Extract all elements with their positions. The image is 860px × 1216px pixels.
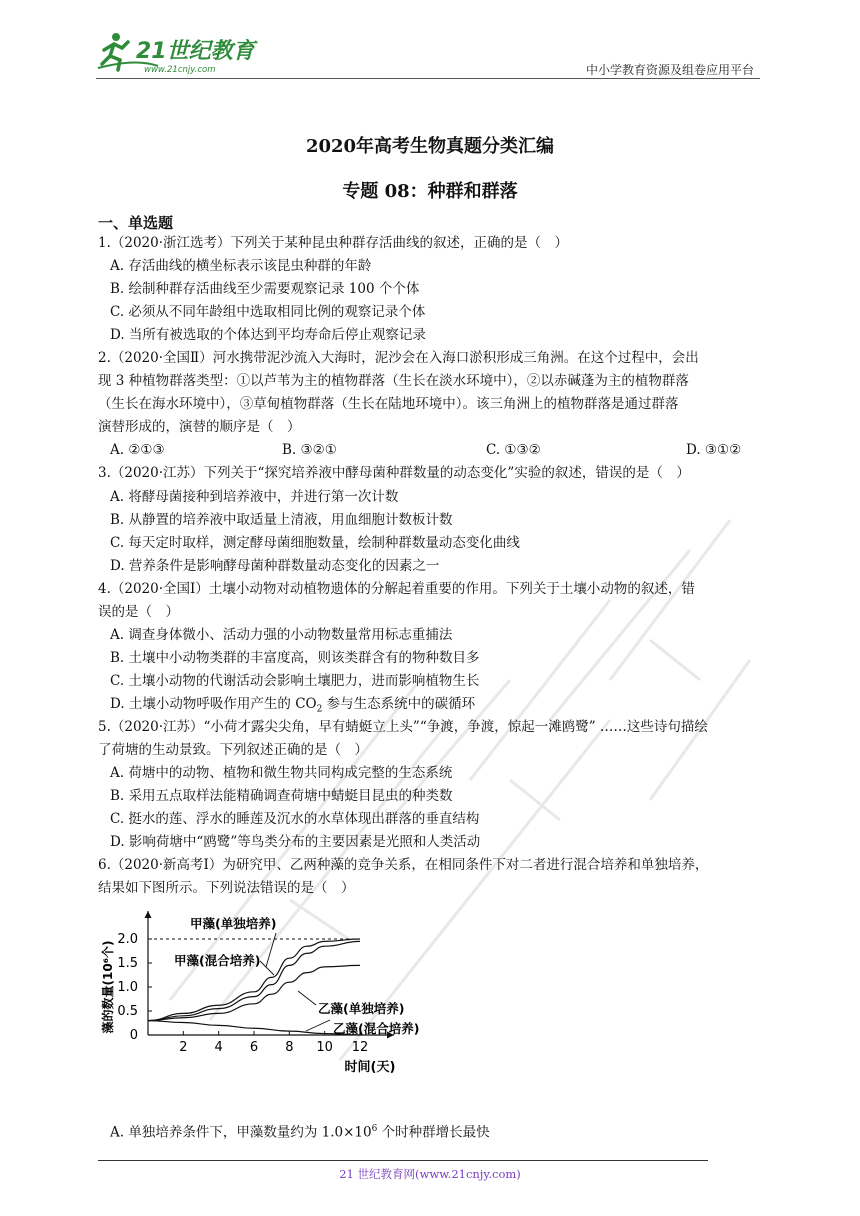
question-5-option-c: C. 挺水的莲、浮水的睡莲及沉水的水草体现出群落的垂直结构 <box>110 811 480 827</box>
footer-divider <box>98 1160 708 1161</box>
question-3-option-c: C. 每天定时取样，测定酵母菌细胞数量，绘制种群数量动态变化曲线 <box>110 535 520 551</box>
question-2-option-c: C. ①③② <box>486 442 541 458</box>
series-label-1: 甲藻(单独培养) <box>190 916 277 931</box>
question-3-stem: 3.（2020·江苏）下列关于“探究培养液中酵母菌种群数量的动态变化”实验的叙述，错误的是（ ） <box>98 465 690 481</box>
question-3-option-a: A. 将酵母菌接种到培养液中，并进行第一次计数 <box>110 489 399 505</box>
question-1-option-c: C. 必须从不同年龄组中选取相同比例的观察记录个体 <box>110 304 426 320</box>
question-2-line-4: 演替形成的，演替的顺序是（ ） <box>98 419 301 435</box>
question-5-line-1: 5.（2020·江苏）“小荷才露尖尖角，早有蜻蜓立上头”“争渡，争渡，惊起一滩鸥鹭” ……这些诗句描绘 <box>98 719 708 735</box>
y-axis-label: 藻的数量(10⁶个) <box>101 940 115 1034</box>
x-axis-label: 时间(天) <box>344 1060 396 1075</box>
question-2-line-2: 现 3 种植物群落类型：①以芦苇为主的植物群落（生长在淡水环境中），②以赤碱蓬为主的植物群落 <box>98 373 689 389</box>
footer-text: 21 世纪教育网(www.21cnjy.com) <box>339 1167 521 1181</box>
algae-growth-chart <box>98 895 438 1085</box>
y-tick-label: 2.0 <box>117 932 138 947</box>
question-3-option-b: B. 从静置的培养液中取适量上清液，用血细胞计数板计数 <box>110 512 453 528</box>
x-tick-label: 12 <box>351 1040 369 1055</box>
y-tick-label: 0.5 <box>117 1004 138 1019</box>
question-2-option-b: B. ③②① <box>282 442 337 458</box>
header-divider <box>96 78 760 79</box>
question-2-option-d: D. ③①② <box>686 442 742 458</box>
x-tick-label: 6 <box>249 1040 259 1055</box>
question-5-option-a: A. 荷塘中的动物、植物和微生物共同构成完整的生态系统 <box>110 765 453 781</box>
question-2-option-a: A. ②①③ <box>110 442 165 458</box>
question-4-option-b: B. 土壤中小动物类群的丰富度高，则该类群含有的物种数目多 <box>110 650 480 666</box>
question-4-line-1: 4.（2020·全国Ⅰ）土壤小动物对动植物遗体的分解起着重要的作用。下列关于土壤小动物的叙述，错 <box>98 581 695 597</box>
x-tick-label: 4 <box>214 1040 223 1055</box>
page-subtitle: 专题 08：种群和群落 <box>342 181 518 202</box>
logo <box>96 28 266 78</box>
logo-text: 21世纪教育 <box>136 39 255 64</box>
x-tick-label: 2 <box>179 1040 188 1055</box>
y-axis-arrow <box>145 911 152 918</box>
y-tick-label: 1.0 <box>117 980 138 995</box>
series-label-4: 乙藻(混合培养) <box>333 1021 420 1036</box>
page-header <box>96 28 760 80</box>
series-label-3: 乙藻(单独培养) <box>318 1001 405 1016</box>
series-leader-4 <box>306 1020 330 1031</box>
question-6-option-a: A. 单独培养条件下，甲藻数量约为 $1.0\times 10^6$ 个时种群增长最快 <box>110 1124 490 1141</box>
x-tick-label: 10 <box>316 1040 333 1055</box>
question-4-option-d: D. 土壤小动物呼吸作用产生的 $CO_2$ 参与生态系统中的碳循环 <box>110 696 476 715</box>
question-5-option-d: D. 影响荷塘中“鸥鹭”等鸟类分布的主要因素是光照和人类活动 <box>110 834 481 850</box>
page-title: 2020年高考生物真题分类汇编 <box>305 136 555 157</box>
series-leader-1 <box>266 933 276 967</box>
section-heading: 一、单选题 <box>98 214 174 232</box>
x-tick-label: 8 <box>285 1040 294 1055</box>
question-2-line-1: 2.（2020·全国Ⅱ）河水携带泥沙流入大海时，泥沙会在入海口淤积形成三角洲。在这个过程中，会出 <box>98 350 699 366</box>
question-6-line-2: 结果如下图所示。下列说法错误的是（ ） <box>98 880 355 896</box>
question-4-option-c: C. 土壤小动物的代谢活动会影响土壤肥力，进而影响植物生长 <box>110 673 480 689</box>
question-1-stem: 1.（2020·浙江选考）下列关于某种昆虫种群存活曲线的叙述，正确的是（ ） <box>98 235 569 251</box>
question-1-option-d: D. 当所有被选取的个体达到平均寿命后停止观察记录 <box>110 327 426 343</box>
y-tick-label: 0 <box>129 1028 138 1043</box>
series-leader-3 <box>298 991 316 1005</box>
question-6-line-1: 6.（2020·新高考Ⅰ）为研究甲、乙两种藻的竞争关系，在相同条件下对二者进行混合培养和单独培养， <box>98 857 709 873</box>
question-4-option-a: A. 调查身体微小、活动力强的小动物数量常用标志重捕法 <box>110 627 453 643</box>
question-4-line-2: 误的是（ ） <box>98 604 179 620</box>
platform-name: 中小学教育资源及组卷应用平台 <box>585 63 754 77</box>
series-label-2: 甲藻(混合培养) <box>174 953 261 968</box>
question-3-option-d: D. 营养条件是影响酵母菌种群数量动态变化的因素之一 <box>110 558 440 574</box>
question-2-line-3: （生长在海水环境中），③草甸植物群落（生长在陆地环境中）。该三角洲上的植物群落是通过群落 <box>98 396 679 412</box>
question-5-option-b: B. 采用五点取样法能精确调查荷塘中蜻蜓目昆虫的种类数 <box>110 788 453 804</box>
question-5-line-2: 了荷塘的生动景致。下列叙述正确的是（ ） <box>98 742 368 758</box>
question-1-option-b: B. 绘制种群存活曲线至少需要观察记录 100 个个体 <box>110 281 420 297</box>
y-tick-label: 1.5 <box>117 956 138 971</box>
logo-url: www.21cnjy.com <box>144 65 216 75</box>
question-1-option-a: A. 存活曲线的横坐标表示该昆虫种群的年龄 <box>110 258 372 274</box>
